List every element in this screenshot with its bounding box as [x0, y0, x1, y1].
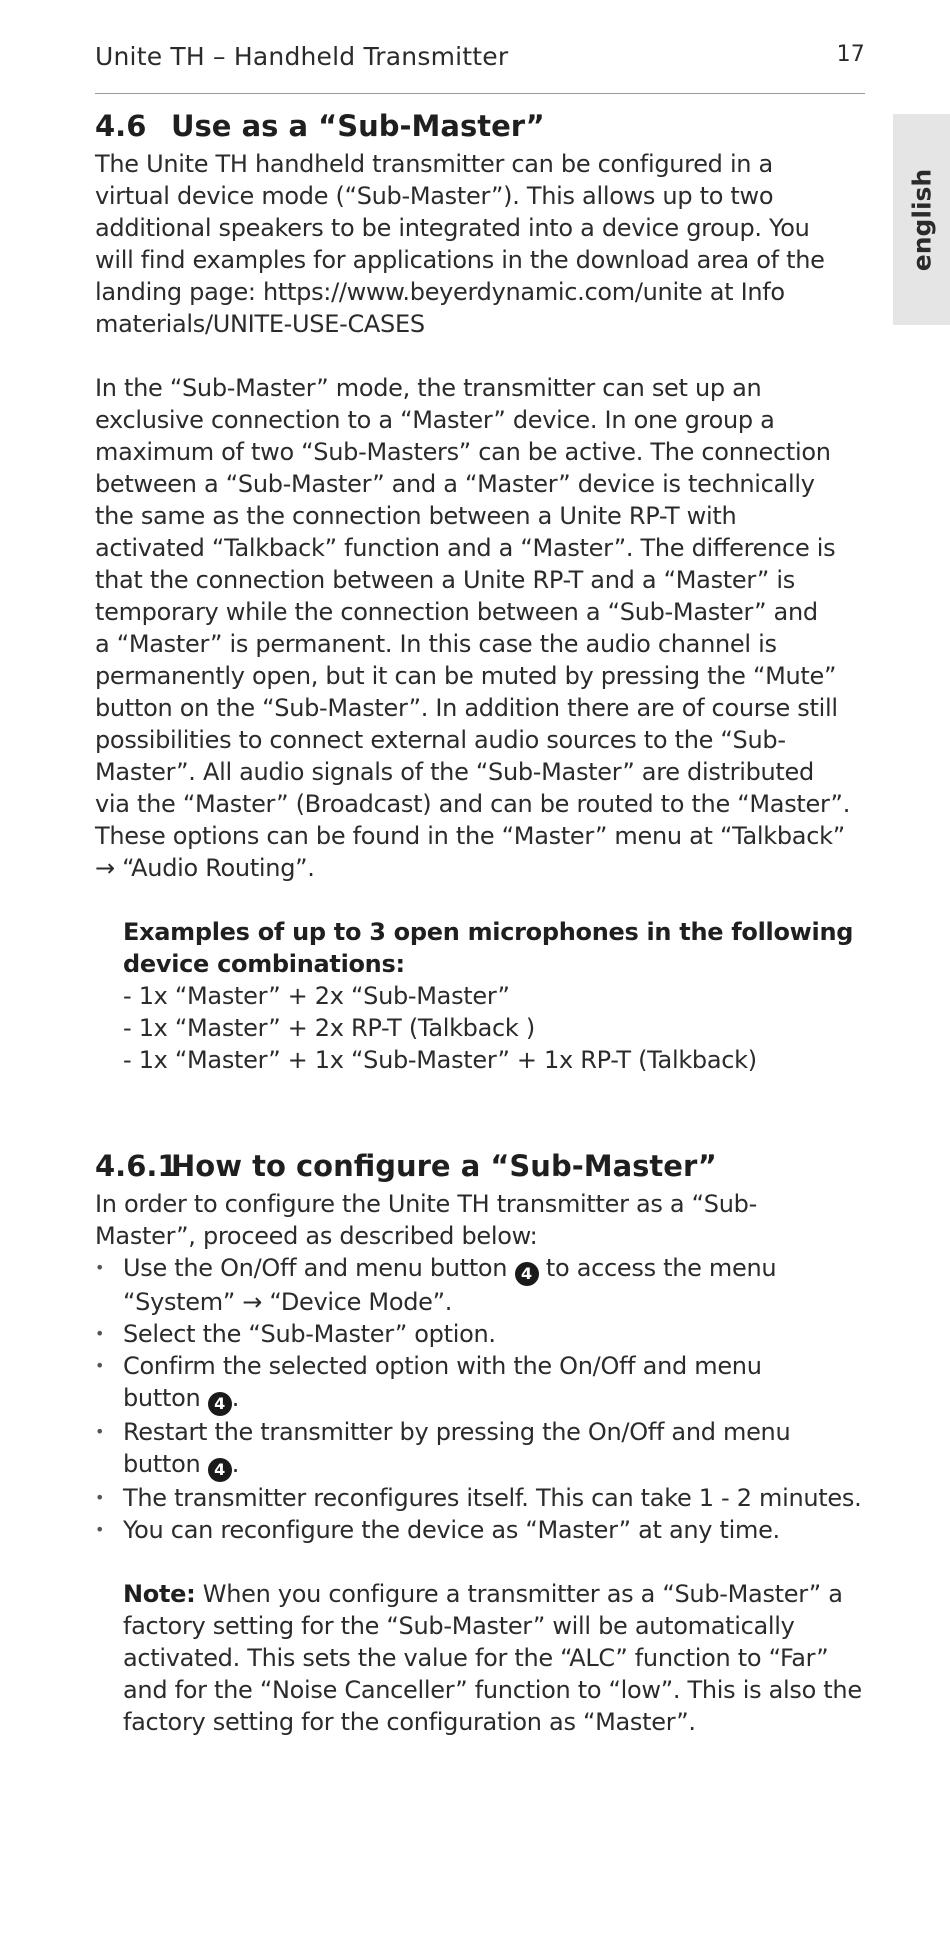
subsection-number: 4.6.1	[95, 1149, 178, 1183]
steps-list	[95, 1252, 875, 1546]
page-header	[95, 42, 865, 70]
page-content	[95, 106, 875, 1738]
list-item: • The transmitter reconfigures itself. This can take 1 - 2 minutes.	[95, 1482, 875, 1514]
list-item: - 1x “Master” + 2x “Sub-Master”	[123, 982, 510, 1010]
subsection-heading	[95, 1146, 875, 1186]
language-label: english	[907, 168, 936, 271]
button-4-badge-icon: 4	[515, 1262, 539, 1286]
examples-block	[95, 916, 875, 1076]
section-title: Use as a “Sub-Master”	[171, 109, 545, 143]
list-item: • Confirm the selected option with the On/Off and menu button 4 .	[95, 1350, 875, 1416]
section-number: 4.6	[95, 109, 147, 143]
note-label: Note:	[123, 1580, 196, 1608]
subsection-title: How to configure a “Sub-Master”	[171, 1149, 717, 1183]
note-paragraph: Note: When you configure a transmitter as a “Sub-Master” a factory setting for the “Sub-Master” will be automatically activated. This sets the value for the “ALC” function to “Far” and for the “Noise Canceller” function to “low”. This is also the factory setting for the configuration as “Master”.	[123, 1580, 862, 1736]
language-tab	[893, 114, 950, 325]
header-divider	[95, 93, 865, 94]
section-heading	[95, 106, 875, 146]
list-item: • Select the “Sub-Master” option.	[95, 1318, 875, 1350]
list-item: - 1x “Master” + 2x RP-T (Talkback )	[123, 1014, 535, 1042]
list-item: • You can reconfigure the device as “Master” at any time.	[95, 1514, 875, 1546]
header-title: Unite TH – Handheld Transmitter	[95, 42, 509, 71]
list-item: • Use the On/Off and menu button 4 to access the menu “System” → “Device Mode”.	[95, 1252, 875, 1318]
page-number: 17	[836, 42, 865, 67]
button-4-badge-icon: 4	[208, 1458, 232, 1482]
list-item: - 1x “Master” + 1x “Sub-Master” + 1x RP-T (Talkback)	[123, 1046, 757, 1074]
list-item: • Restart the transmitter by pressing the On/Off and menu button 4 .	[95, 1416, 875, 1482]
section-paragraph-1: The Unite TH handheld transmitter can be configured in a virtual device mode (“Sub-Master”). This allows up to two additional speakers to be integrated into a device group. You will find examples for applications in the download area of the landing page: https://www.beyerdynamic.com/unite at Info materials/UNITE-USE-CASES	[95, 150, 825, 338]
button-4-badge-icon: 4	[208, 1392, 232, 1416]
subsection-intro: In order to configure the Unite TH transmitter as a “Sub- Master”, proceed as described below:	[95, 1190, 757, 1250]
examples-heading: Examples of up to 3 open microphones in the following device combinations:	[123, 918, 854, 978]
examples-list	[123, 980, 875, 1076]
section-paragraph-2: In the “Sub-Master” mode, the transmitter can set up an exclusive connection to a “Master” device. In one group a maximum of two “Sub-Masters” can be active. The connection between a “Sub-Master” and a “Master” device is technically the same as the connection between a Unite RP-T with activated “Talkback” function and a “Master”. The difference is that the connection between a Unite RP-T and a “Master” is temporary while the connection between a “Sub-Master” and a “Master” is permanent. In this case the audio channel is permanently open, but it can be muted by pressing the “Mute” button on the “Sub-Master”. In addition there are of course still possibilities to connect external audio sources to the “Sub- Master”. All audio signals of the “Sub-Master” are distributed via the “Master” (Broadcast) and can be routed to the “Master”. These options can be found in the “Master” menu at “Talkback” → “Audio Routing”.	[95, 374, 851, 882]
